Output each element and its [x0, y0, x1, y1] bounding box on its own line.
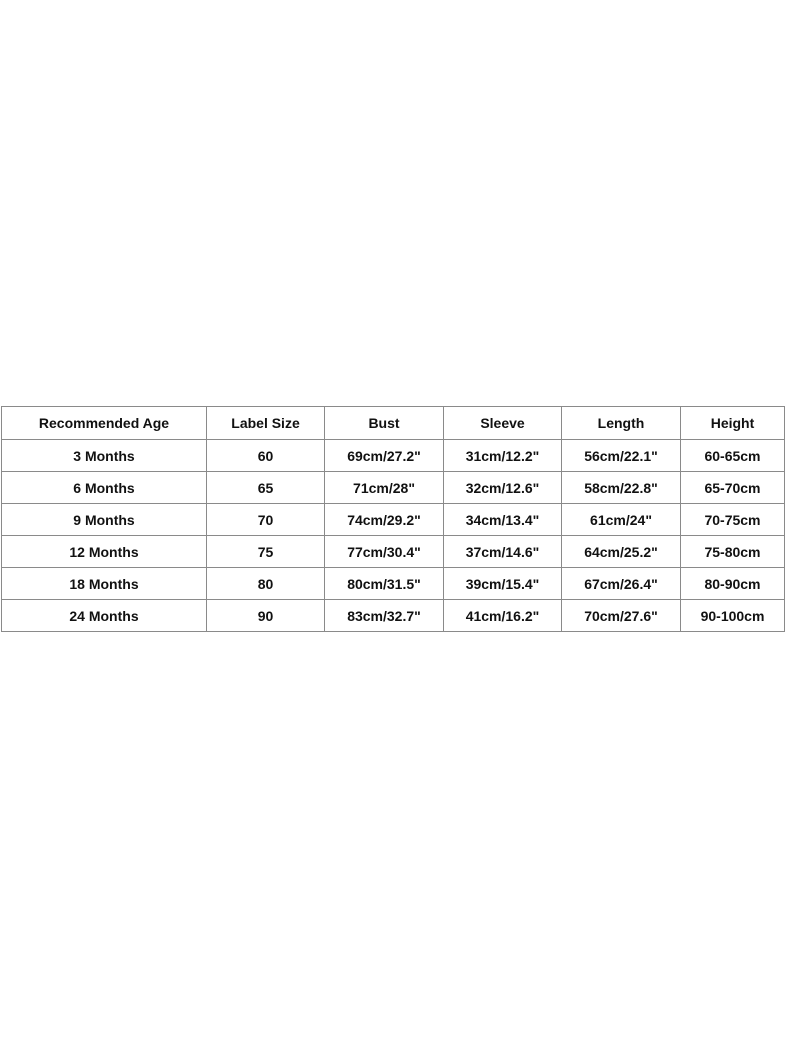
cell-length: 64cm/25.2" [562, 536, 681, 568]
cell-sleeve: 32cm/12.6" [444, 472, 562, 504]
header-height: Height [681, 407, 785, 440]
header-recommended-age: Recommended Age [2, 407, 207, 440]
cell-label-size: 75 [207, 536, 325, 568]
header-label-size: Label Size [207, 407, 325, 440]
cell-height: 75-80cm [681, 536, 785, 568]
cell-length: 70cm/27.6" [562, 600, 681, 632]
table-row [2, 536, 785, 568]
cell-bust: 83cm/32.7" [325, 600, 444, 632]
cell-bust: 71cm/28" [325, 472, 444, 504]
cell-sleeve: 34cm/13.4" [444, 504, 562, 536]
cell-label-size: 90 [207, 600, 325, 632]
cell-bust: 80cm/31.5" [325, 568, 444, 600]
size-chart-table [1, 406, 785, 632]
cell-height: 70-75cm [681, 504, 785, 536]
cell-height: 65-70cm [681, 472, 785, 504]
cell-age: 3 Months [2, 440, 207, 472]
table-row [2, 600, 785, 632]
cell-age: 6 Months [2, 472, 207, 504]
header-bust: Bust [325, 407, 444, 440]
cell-label-size: 65 [207, 472, 325, 504]
cell-length: 67cm/26.4" [562, 568, 681, 600]
cell-sleeve: 31cm/12.2" [444, 440, 562, 472]
header-length: Length [562, 407, 681, 440]
cell-length: 61cm/24" [562, 504, 681, 536]
cell-height: 60-65cm [681, 440, 785, 472]
table-row [2, 568, 785, 600]
cell-height: 80-90cm [681, 568, 785, 600]
cell-sleeve: 39cm/15.4" [444, 568, 562, 600]
cell-label-size: 60 [207, 440, 325, 472]
table-row [2, 504, 785, 536]
table-header-row [2, 407, 785, 440]
cell-length: 56cm/22.1" [562, 440, 681, 472]
cell-age: 18 Months [2, 568, 207, 600]
cell-label-size: 80 [207, 568, 325, 600]
cell-sleeve: 41cm/16.2" [444, 600, 562, 632]
cell-age: 12 Months [2, 536, 207, 568]
cell-height: 90-100cm [681, 600, 785, 632]
header-sleeve: Sleeve [444, 407, 562, 440]
table-row [2, 472, 785, 504]
cell-bust: 69cm/27.2" [325, 440, 444, 472]
cell-label-size: 70 [207, 504, 325, 536]
cell-sleeve: 37cm/14.6" [444, 536, 562, 568]
table-row [2, 440, 785, 472]
cell-length: 58cm/22.8" [562, 472, 681, 504]
cell-bust: 77cm/30.4" [325, 536, 444, 568]
cell-age: 9 Months [2, 504, 207, 536]
cell-age: 24 Months [2, 600, 207, 632]
cell-bust: 74cm/29.2" [325, 504, 444, 536]
